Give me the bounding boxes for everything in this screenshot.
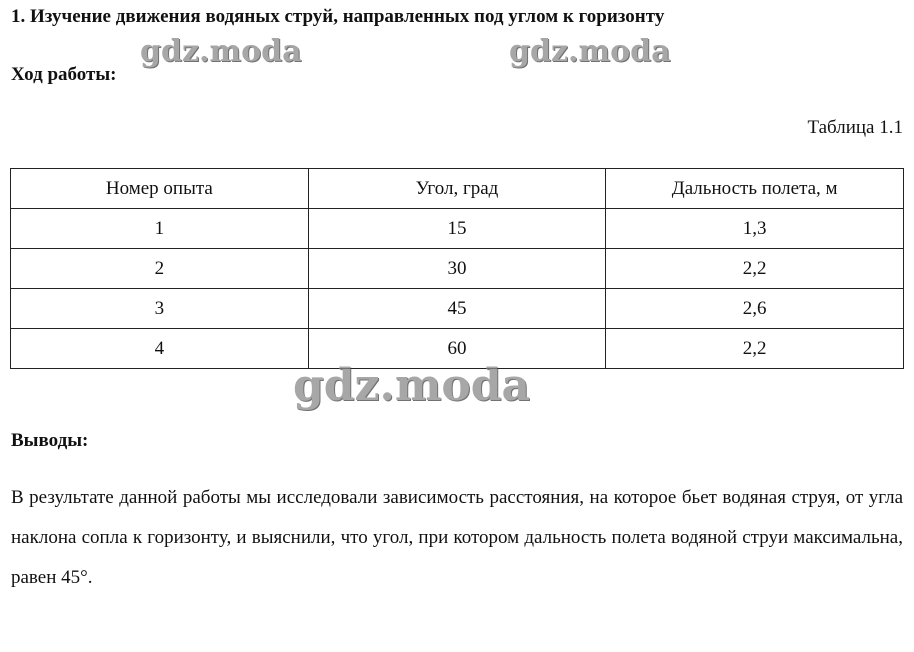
table-cell: 1	[11, 209, 309, 249]
watermark: gdz.moda	[140, 34, 302, 69]
table-cell: 60	[308, 329, 606, 369]
table-cell: 2,2	[606, 329, 904, 369]
table-cell: 15	[308, 209, 606, 249]
progress-label: Ход работы:	[11, 64, 117, 85]
table-caption: Таблица 1.1	[807, 117, 903, 138]
watermark: gdz.moda	[509, 34, 671, 69]
watermark: gdz.moda	[293, 360, 531, 411]
column-header-experiment-number: Номер опыта	[11, 169, 309, 209]
table-header-row	[11, 169, 904, 209]
table-row	[11, 329, 904, 369]
table-cell: 2	[11, 249, 309, 289]
table-cell: 2,2	[606, 249, 904, 289]
table-cell: 45	[308, 289, 606, 329]
table-cell: 4	[11, 329, 309, 369]
column-header-angle: Угол, град	[308, 169, 606, 209]
column-header-range: Дальность полета, м	[606, 169, 904, 209]
table-row	[11, 289, 904, 329]
table-cell: 3	[11, 289, 309, 329]
conclusions-paragraph: В результате данной работы мы исследовали зависимость расстояния, на которое бьет водяная струя, от угла наклона сопла к горизонту, и выяснили, что угол, при котором дальность полета водяной струи максимальна, равен 45°.	[11, 487, 903, 588]
table-row	[11, 209, 904, 249]
results-table	[10, 168, 904, 369]
table-cell: 1,3	[606, 209, 904, 249]
table-cell: 30	[308, 249, 606, 289]
page-title: 1. Изучение движения водяных струй, направленных под углом к горизонту	[11, 6, 665, 27]
conclusions-heading: Выводы:	[11, 430, 89, 451]
table-row	[11, 249, 904, 289]
table-cell: 2,6	[606, 289, 904, 329]
